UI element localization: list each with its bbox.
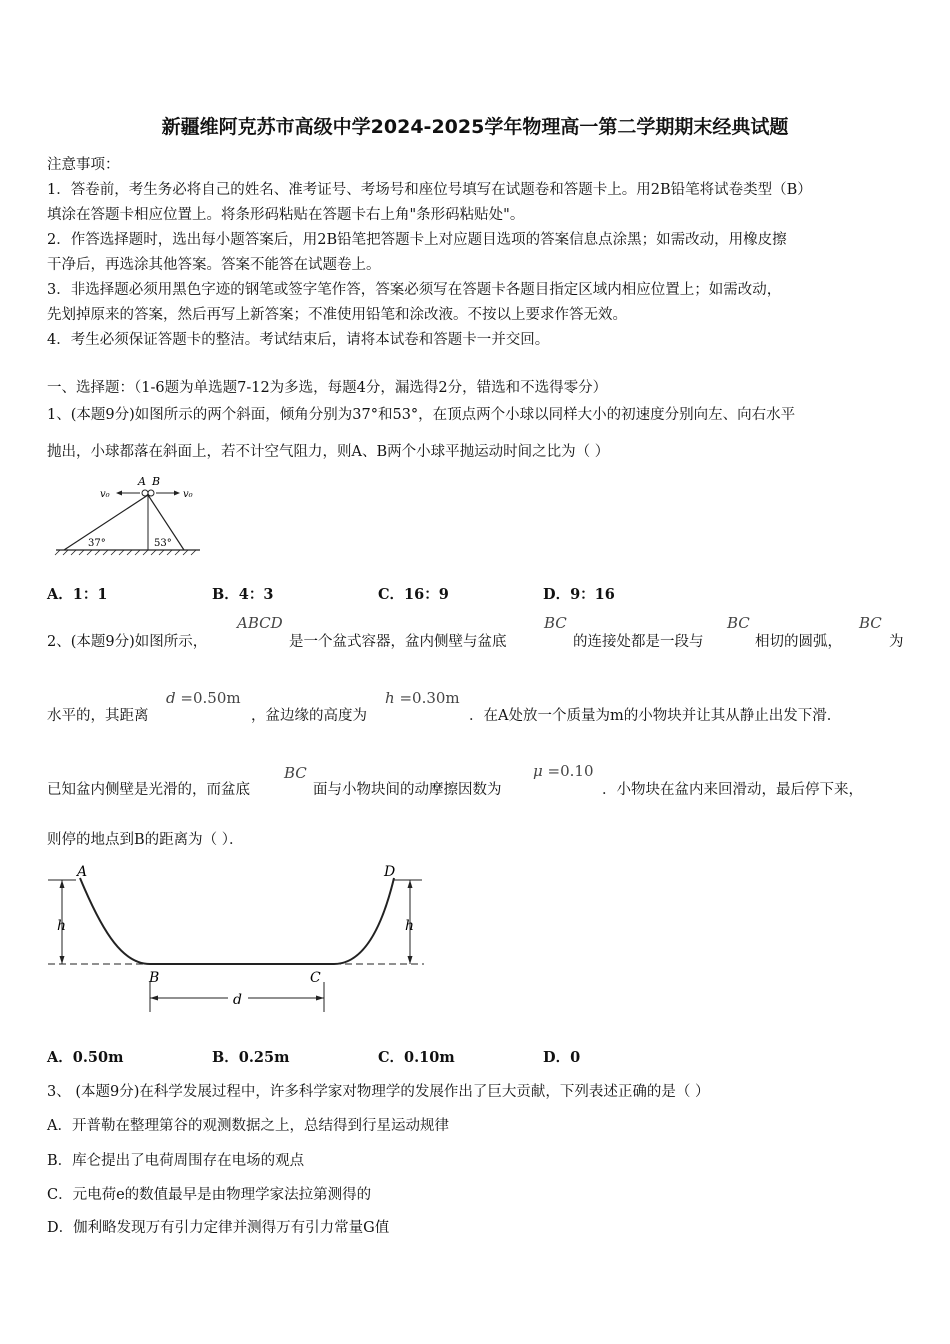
q1-incline-figure: [52, 472, 204, 556]
notice-line: 4．考生必须保证答题卡的整洁。考试结束后，请将本试卷和答题卡一并交回。: [47, 332, 550, 348]
section-heading: 一、选择题：（1-6题为单选题7-12为多选，每题4分，漏选得2分，错选和不选得零分）: [47, 380, 608, 396]
q3-stem: 3、 (本题9分)在科学发展过程中，许多科学家对物理学的发展作出了巨大贡献，下列表述正确的是（ ）: [47, 1084, 710, 1100]
ball-b: [148, 490, 154, 496]
q2-line3-prefix: 已知盆内侧壁是光滑的，而盆底: [47, 782, 250, 798]
math-h: h =0.30m: [385, 689, 460, 707]
math-mu: μ =0.10: [533, 762, 594, 780]
math-bc: BC: [544, 614, 567, 632]
q3-option-a: A．开普勒在整理第谷的观测数据之上，总结得到行星运动规律: [47, 1118, 449, 1134]
q2-option-a: A．0.50m: [47, 1049, 124, 1066]
label-c: C: [310, 970, 321, 986]
q2-option-b: B．0.25m: [212, 1049, 290, 1066]
q2-line2-end: ．在A处放一个质量为m的小物块并让其从静止出发下滑．: [469, 708, 842, 724]
label-b: B: [149, 970, 160, 986]
q2-option-d: D．0: [543, 1049, 581, 1066]
label-a: A: [77, 864, 88, 880]
label-v-right: v₀: [183, 489, 193, 500]
q1-option-a: A．1：1: [47, 586, 108, 603]
math-bc: BC: [727, 614, 750, 632]
q2-line2-text: ，盆边缘的高度为: [251, 708, 367, 724]
q1-option-b: B．4：3: [212, 586, 274, 603]
notice-line: 填涂在答题卡相应位置上。将条形码粘贴在答题卡右上角"条形码粘贴处"。: [47, 207, 525, 223]
label-d: D: [384, 864, 396, 880]
q1-stem-line2: 抛出，小球都落在斜面上，若不计空气阻力，则A、B两个小球平抛运动时间之比为（ ）: [47, 444, 610, 460]
notice-line: 干净后，再选涂其他答案。答案不能答在试题卷上。: [47, 257, 381, 273]
q3-option-d: D．伽利略发现万有引力定律并测得万有引力常量G值: [47, 1220, 390, 1236]
page-title: 新疆维阿克苏市高级中学2024-2025学年物理高一第二学期期末经典试题: [161, 116, 789, 138]
notice-heading: 注意事项：: [47, 157, 120, 173]
q2-line3-end: ．小物块在盆内来回滑动，最后停下来，: [602, 782, 863, 798]
q2-line1-end: 为: [889, 634, 904, 650]
q1-option-c: C．16：9: [378, 586, 449, 603]
q2-line2-prefix: 水平的，其距离: [47, 708, 149, 724]
label-b: B: [152, 475, 161, 488]
q1-stem-line1: 1、(本题9分)如图所示的两个斜面，倾角分别为37°和53°，在顶点两个小球以同样大小的初速度分别向左、向右水平: [47, 407, 796, 423]
q1-option-d: D．9：16: [543, 586, 615, 603]
q2-line3-text: 面与小物块间的动摩擦因数为: [313, 782, 502, 798]
notice-line: 先划掉原来的答案，然后再写上新答案；不准使用铅笔和涂改液。不按以上要求作答无效。: [47, 307, 627, 323]
q2-line1-text: 是一个盆式容器，盆内侧壁与盆底: [289, 634, 507, 650]
math-d: d =0.50m: [166, 689, 241, 707]
q3-option-c: C．元电荷e的数值最早是由物理学家法拉第测得的: [47, 1187, 372, 1203]
label-h-left: h: [57, 918, 67, 934]
math-abcd: ABCD: [237, 614, 283, 632]
q2-line1-text: 的连接处都是一段与: [573, 634, 704, 650]
q2-line4: 则停的地点到B的距离为（ ）．: [47, 832, 244, 848]
label-a: A: [138, 475, 146, 488]
label-v-left: v₀: [100, 489, 110, 500]
q2-line1-prefix: 2、(本题9分)如图所示，: [47, 634, 208, 650]
math-bc: BC: [859, 614, 882, 632]
angle-right: 53°: [154, 538, 172, 549]
label-h-right: h: [405, 918, 415, 934]
notice-line: 3．非选择题必须用黑色字迹的钢笔或签字笔作答，答案必须写在答题卡各题目指定区域内相应位置上；如需改动，: [47, 282, 782, 298]
label-d-distance: d: [233, 992, 242, 1008]
notice-line: 1．答卷前，考生务必将自己的姓名、准考证号、考场号和座位号填写在试题卷和答题卡上。用2B铅笔将试卷类型（B）: [47, 182, 812, 198]
q2-option-c: C．0.10m: [378, 1049, 455, 1066]
ball-a: [142, 490, 148, 496]
q2-basin-figure: [44, 856, 434, 1042]
q2-line1-text: 相切的圆弧，: [755, 634, 842, 650]
notice-line: 2．作答选择题时，选出每小题答案后，用2B铅笔把答题卡上对应题目选项的答案信息点涂黑；如需改动，用橡皮擦: [47, 232, 787, 248]
math-bc: BC: [284, 764, 307, 782]
angle-left: 37°: [88, 538, 106, 549]
q3-option-b: B．库仑提出了电荷周围存在电场的观点: [47, 1153, 305, 1169]
